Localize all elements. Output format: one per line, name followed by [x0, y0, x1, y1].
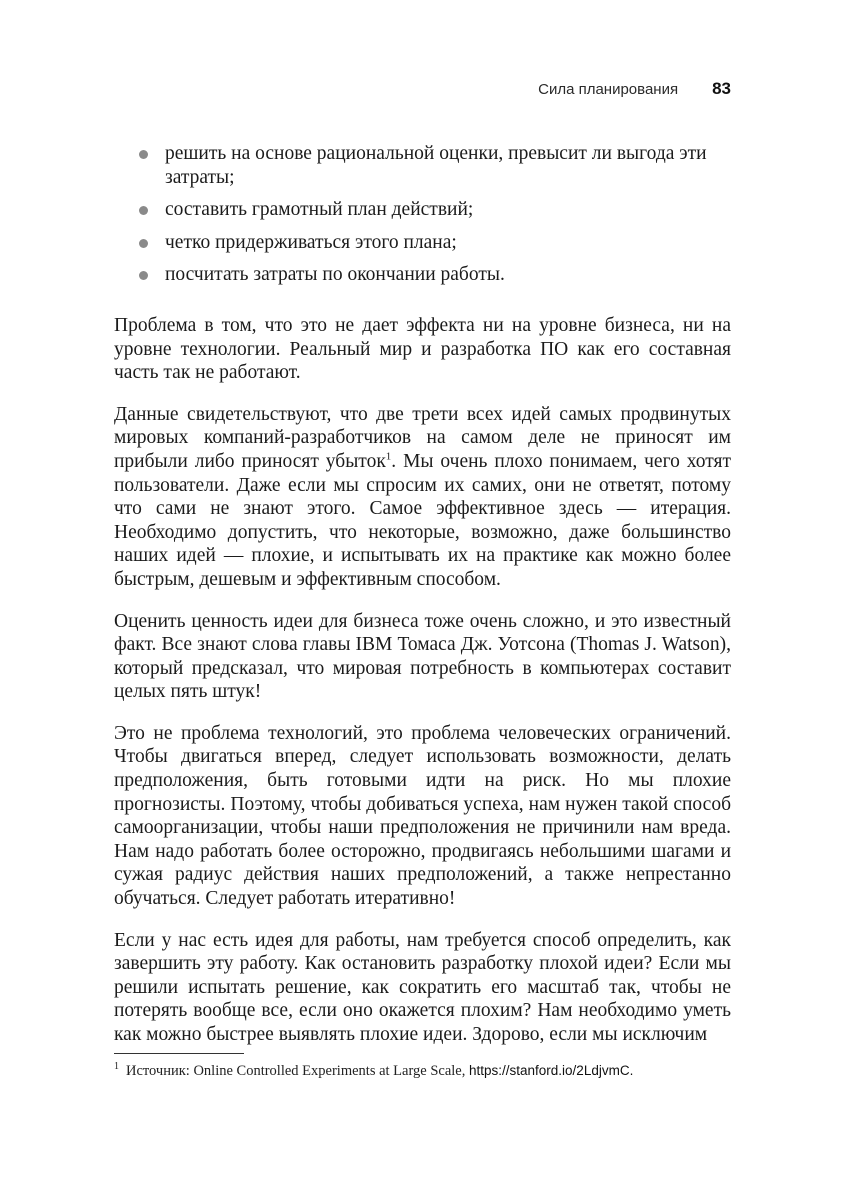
- bullet-icon: [139, 206, 148, 215]
- list-item: [114, 263, 731, 287]
- list-item: [114, 231, 731, 255]
- paragraph-1: Проблема в том, что это не дает эффекта ни на уровне бизнеса, ни на уровне технологии. Реальный мир и разработка ПО как его составная часть так не работают.: [114, 314, 731, 384]
- bullet-list: [114, 142, 731, 287]
- list-item: [114, 198, 731, 222]
- footnote-text: Источник: Online Controlled Experiments at Large Scale,: [126, 1062, 469, 1079]
- paragraph-2-text-end: . Мы очень плохо понимаем, чего хотят пользователи. Даже если мы спросим их самих, они не ответят, потому что сами не знают этого. Самое эффективное здесь — итерация. Необходимо допустить, что некоторые, возможно, даже большинство наших идей — плохие, и испытывать их на практике как можно более быстрым, дешевым и эффективным способом.: [114, 450, 732, 590]
- running-title: Сила планирования: [538, 81, 679, 98]
- list-item-text: решить на основе рациональной оценки, превысит ли выгода эти затраты;: [165, 143, 707, 188]
- paragraph-4: Это не проблема технологий, это проблема человеческих ограничений. Чтобы двигаться вперед, следует использовать возможности, делать предположения, быть готовыми идти на риск. Но мы плохие прогнозисты. Поэтому, чтобы добиваться успеха, нам нужен такой способ самоорганизации, чтобы наши предположения не причинили нам вреда. Нам надо работать более осторожно, продвигаясь небольшими шагами и сужая радиус действия наших предположений, а также непрестанно обучаться. Следует работать итеративно!: [114, 722, 731, 910]
- footnote: [114, 1061, 754, 1080]
- list-item-text: посчитать затраты по окончании работы.: [165, 264, 505, 286]
- bullet-icon: [139, 239, 148, 248]
- page-number: 83: [712, 79, 731, 98]
- footnote-link[interactable]: https://stanford.io/2LdjvmC.: [469, 1062, 634, 1078]
- footnote-divider: [114, 1053, 244, 1054]
- bullet-icon: [139, 150, 148, 159]
- running-header: [538, 79, 731, 99]
- footnote-mark: 1: [114, 1061, 119, 1072]
- list-item-text: составить грамотный план действий;: [165, 199, 474, 221]
- main-text: [114, 142, 731, 1047]
- paragraph-3: Оценить ценность идеи для бизнеса тоже очень сложно, и это известный факт. Все знают слова главы IBM Томаса Дж. Уотсона (Thomas J. Watson), который предсказал, что мировая потребность в компьютерах составит целых пять штук!: [114, 610, 731, 703]
- paragraph-2: [114, 403, 731, 592]
- footnote-reference: 1: [385, 450, 392, 463]
- paragraph-2-text-start: Данные свидетельствуют, что две трети всех идей самых продвинутых мировых компаний-разработчиков на самом деле не приносят им прибыли либо приносят убыток: [114, 403, 731, 472]
- paragraph-5: Если у нас есть идея для работы, нам требуется способ определить, как завершить эту работу. Как остановить разработку плохой идеи? Если мы решили испытать решение, как сократить его масштаб так, чтобы не потерять вообще все, если оно окажется плохим? Нам необходимо уметь как можно быстрее выявлять плохие идеи. Здорово, если мы исключим: [114, 929, 731, 1045]
- bullet-icon: [139, 271, 148, 280]
- list-item: [114, 142, 731, 189]
- list-item-text: четко придерживаться этого плана;: [165, 231, 457, 253]
